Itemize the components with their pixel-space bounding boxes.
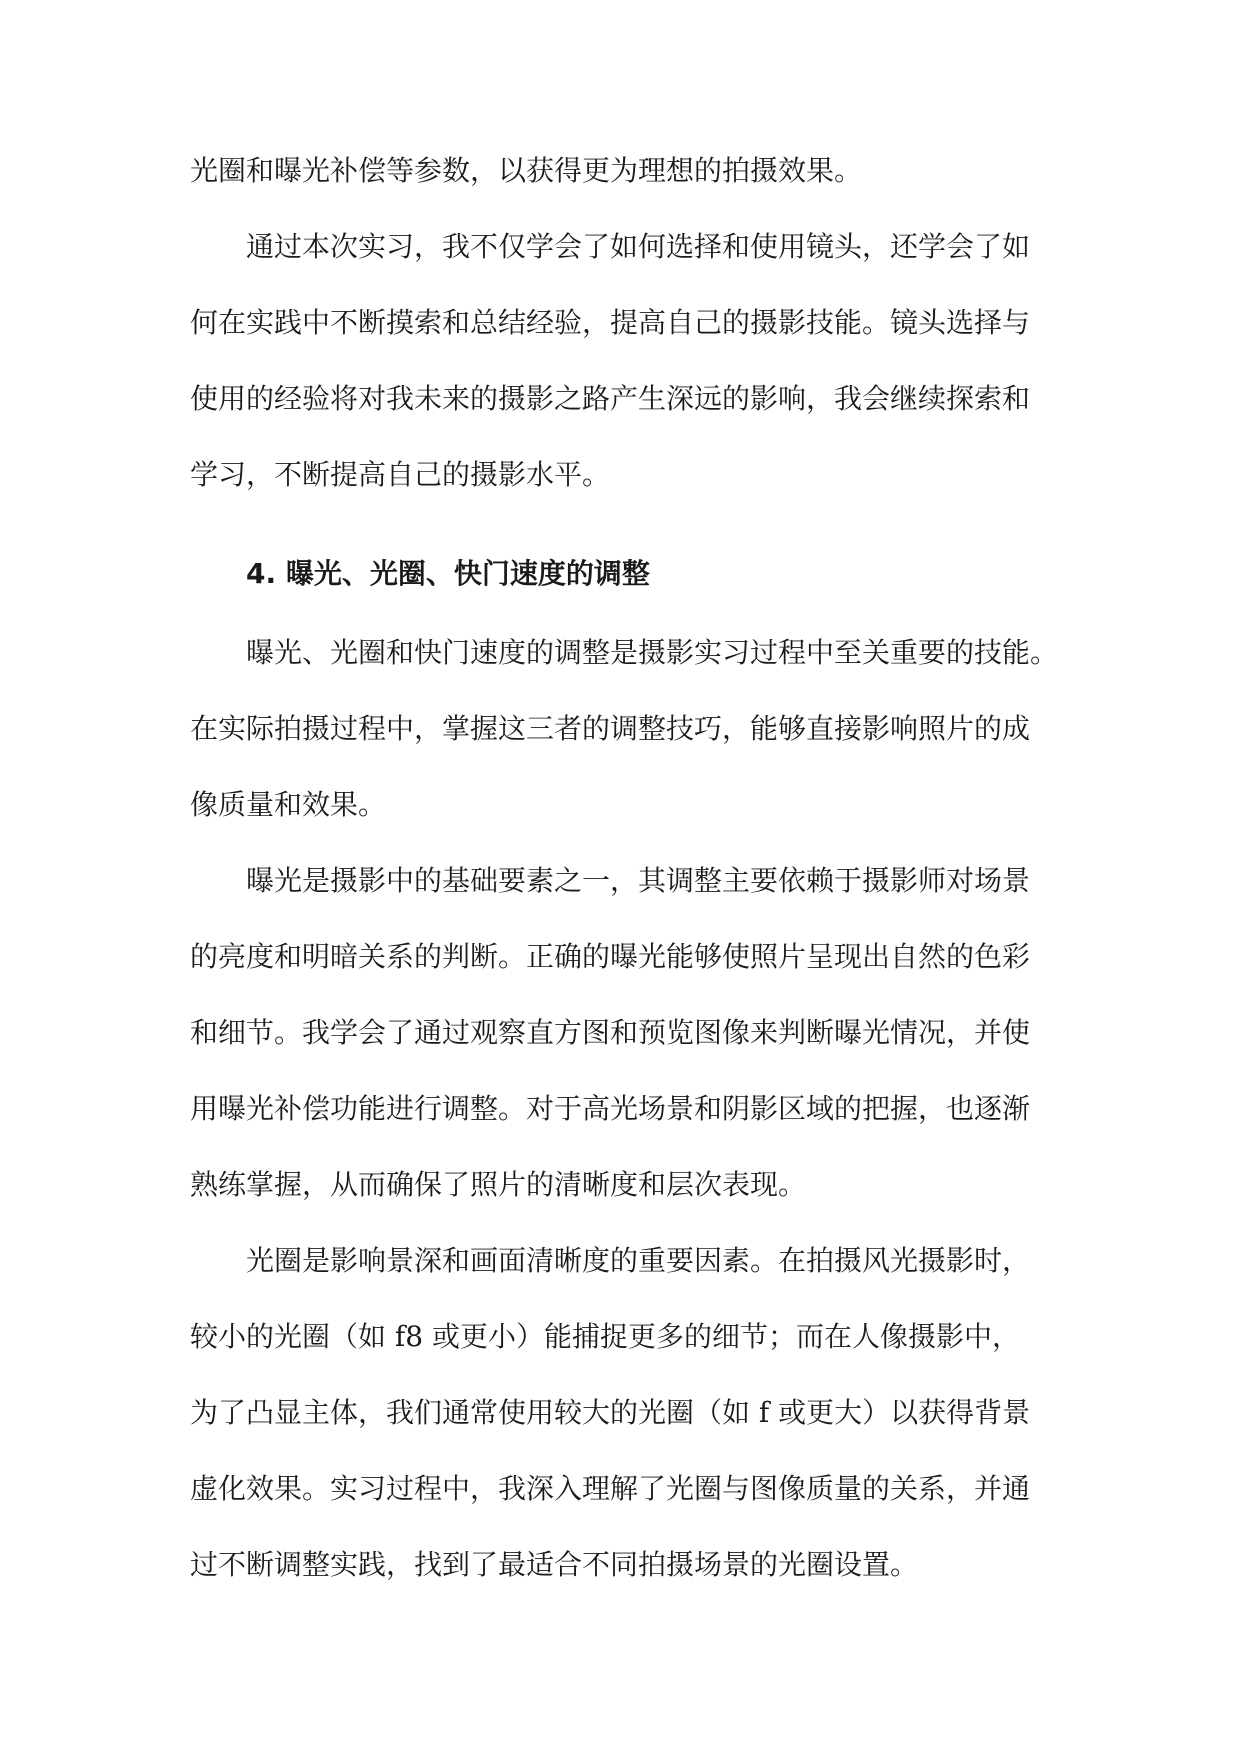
text-line: 使用的经验将对我未来的摄影之路产生深远的影响，我会继续探索和: [190, 382, 1031, 415]
text-line: 学习，不断提高自己的摄影水平。: [190, 458, 611, 491]
text-line: 光圈和曝光补偿等参数，以获得更为理想的拍摄效果。: [190, 154, 863, 187]
text-line: 像质量和效果。: [190, 788, 387, 821]
text-line: 光圈是影响景深和画面清晰度的重要因素。在拍摄风光摄影时，: [246, 1244, 1031, 1277]
text-line: 为了凸显主体，我们通常使用较大的光圈（如 f 或更大）以获得背景: [190, 1396, 1031, 1429]
paragraph-continuation: [190, 133, 1052, 209]
paragraph-aperture: [190, 1223, 1052, 1603]
text-line: 的亮度和明暗关系的判断。正确的曝光能够使照片呈现出自然的色彩: [190, 940, 1031, 973]
paragraph-exposure-intro: [190, 615, 1059, 843]
paragraph-lens-summary: [190, 209, 1052, 513]
text-line: 何在实践中不断摸索和总结经验，提高自己的摄影技能。镜头选择与: [190, 306, 1031, 339]
text-line: 曝光、光圈和快门速度的调整是摄影实习过程中至关重要的技能。: [246, 636, 1059, 669]
text-line: 和细节。我学会了通过观察直方图和预览图像来判断曝光情况，并使: [190, 1016, 1031, 1049]
text-line: 较小的光圈（如 f8 或更小）能捕捉更多的细节；而在人像摄影中，: [190, 1320, 1020, 1353]
section-heading: 4. 曝光、光圈、快门速度的调整: [246, 557, 650, 590]
paragraph-exposure: [190, 843, 1052, 1223]
text-line: 通过本次实习，我不仅学会了如何选择和使用镜头，还学会了如: [246, 230, 1031, 263]
text-line: 虚化效果。实习过程中，我深入理解了光圈与图像质量的关系，并通: [190, 1472, 1031, 1505]
text-line: 过不断调整实践，找到了最适合不同拍摄场景的光圈设置。: [190, 1548, 919, 1581]
text-line: 熟练掌握，从而确保了照片的清晰度和层次表现。: [190, 1168, 807, 1201]
text-line: 用曝光补偿功能进行调整。对于高光场景和阴影区域的把握，也逐渐: [190, 1092, 1031, 1125]
text-line: 曝光是摄影中的基础要素之一，其调整主要依赖于摄影师对场景: [246, 864, 1031, 897]
text-line: 在实际拍摄过程中，掌握这三者的调整技巧，能够直接影响照片的成: [190, 712, 1031, 745]
